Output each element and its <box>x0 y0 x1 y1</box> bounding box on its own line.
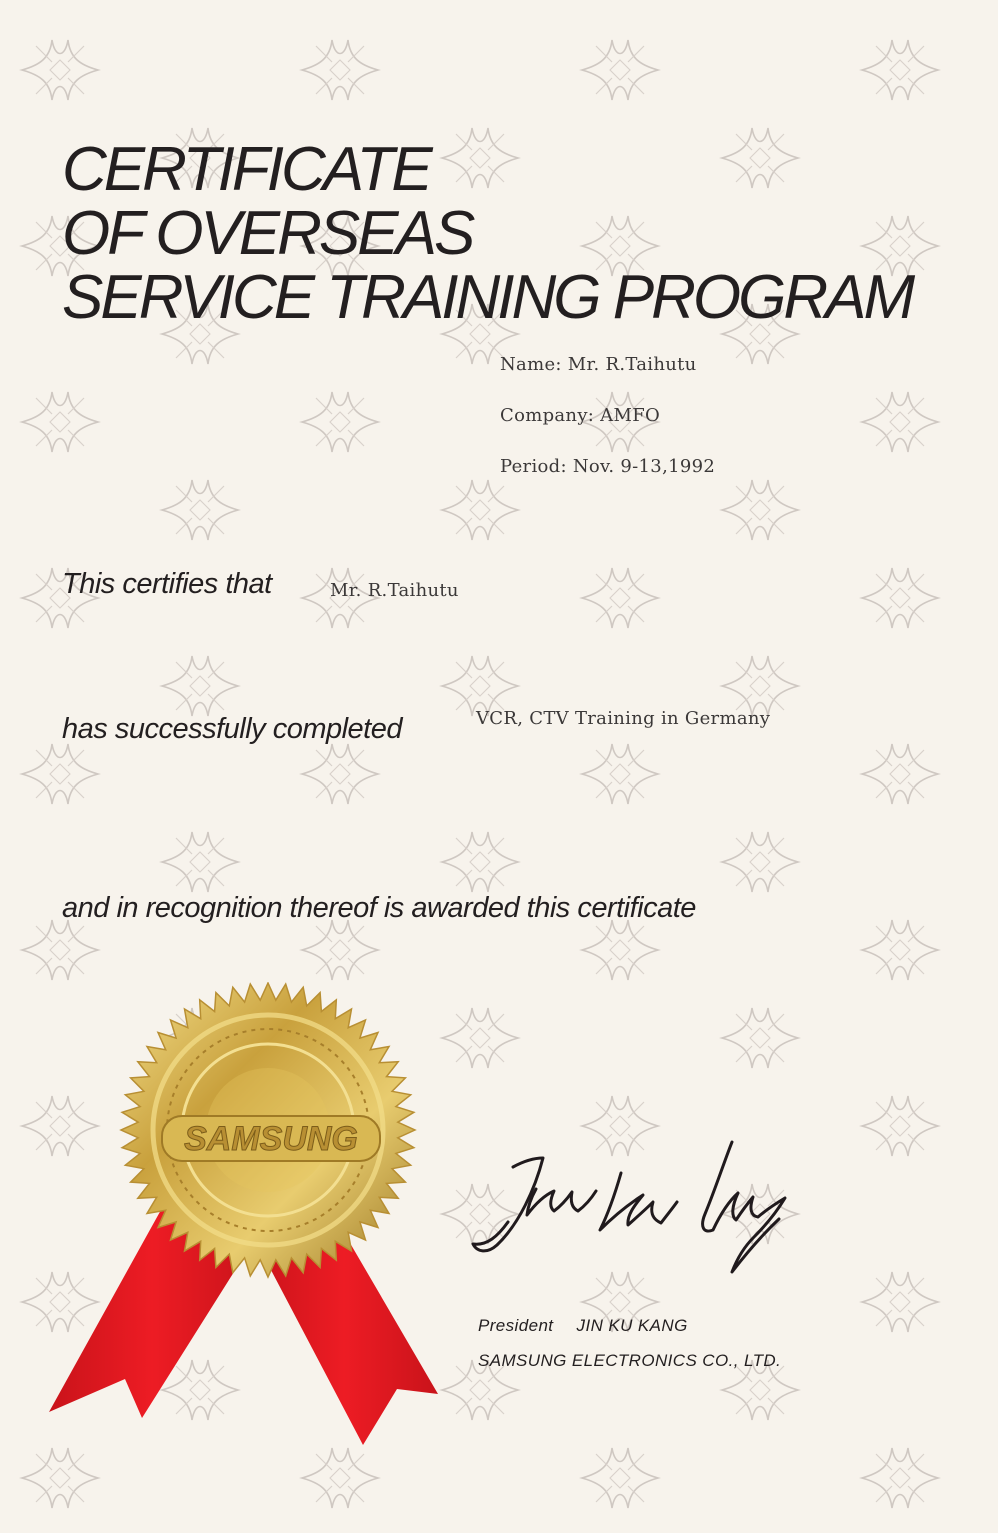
watermark-motif <box>582 1448 658 1508</box>
watermark-motif <box>862 1096 938 1156</box>
signer-name: JIN KU KANG <box>576 1316 688 1335</box>
signer-line <box>478 1316 688 1336</box>
watermark-motif <box>162 832 238 892</box>
gold-seal <box>46 982 446 1452</box>
company-detail: Company: AMFO <box>500 405 661 426</box>
watermark-motif <box>722 832 798 892</box>
certifies-label: This certifies that <box>62 568 272 600</box>
watermark-motif <box>862 744 938 804</box>
watermark-motif <box>22 40 98 100</box>
watermark-motif <box>442 656 518 716</box>
completed-label: has successfully completed <box>62 713 402 745</box>
watermark-motif <box>862 1448 938 1508</box>
watermark-motif <box>22 744 98 804</box>
period-detail: Period: Nov. 9-13,1992 <box>500 456 716 477</box>
watermark-motif <box>862 40 938 100</box>
recognition-text: and in recognition thereof is awarded this certificate <box>62 892 696 924</box>
title-line-2: OF OVERSEAS <box>62 199 473 268</box>
certificate-title <box>62 135 913 332</box>
watermark-motif <box>722 1008 798 1068</box>
watermark-motif <box>862 568 938 628</box>
watermark-motif <box>302 392 378 452</box>
watermark-motif <box>582 744 658 804</box>
watermark-motif <box>582 920 658 980</box>
watermark-motif <box>302 40 378 100</box>
watermark-motif <box>162 656 238 716</box>
watermark-motif <box>302 744 378 804</box>
watermark-motif <box>22 920 98 980</box>
participant-details <box>500 352 715 505</box>
watermark-motif <box>442 1008 518 1068</box>
watermark-motif <box>582 40 658 100</box>
watermark-motif <box>862 392 938 452</box>
watermark-motif <box>302 920 378 980</box>
name-detail: Name: Mr. R.Taihutu <box>500 354 697 375</box>
watermark-motif <box>22 392 98 452</box>
watermark-motif <box>722 480 798 540</box>
watermark-motif <box>862 1272 938 1332</box>
training-name: VCR, CTV Training in Germany <box>476 708 771 729</box>
signer-title: President <box>478 1316 554 1335</box>
watermark-motif <box>722 656 798 716</box>
watermark-motif <box>22 1448 98 1508</box>
seal-text: SAMSUNG <box>184 1120 358 1158</box>
title-line-3: SERVICE TRAINING PROGRAM <box>62 263 913 332</box>
watermark-motif <box>442 832 518 892</box>
watermark-motif <box>862 920 938 980</box>
watermark-motif <box>582 568 658 628</box>
president-signature <box>470 1134 810 1284</box>
certified-person: Mr. R.Taihutu <box>330 580 459 601</box>
signer-company: SAMSUNG ELECTRONICS CO., LTD. <box>478 1351 782 1370</box>
title-line-1: CERTIFICATE <box>62 135 430 204</box>
watermark-motif <box>302 1448 378 1508</box>
watermark-motif <box>162 480 238 540</box>
